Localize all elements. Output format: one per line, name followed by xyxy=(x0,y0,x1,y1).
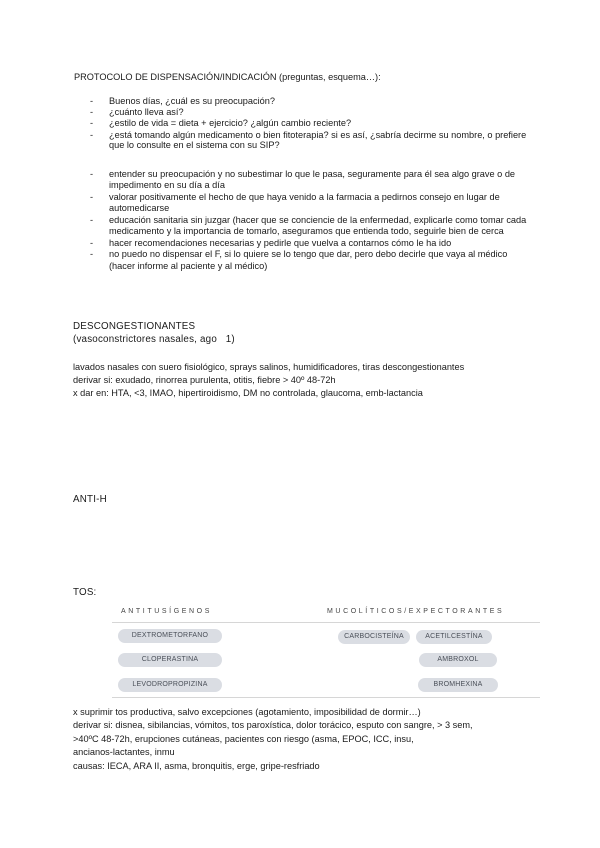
descongestionantes-line: x dar en: HTA, <3, IMAO, hipertiroidismo, DM no controlada, glaucoma, emb-lactancia xyxy=(73,388,423,398)
protocolo-guidelines-list xyxy=(90,215,526,226)
descongestionantes-line: lavados nasales con suero fisiológico, sprays salinos, humidificadores, tiras descongestionantes xyxy=(73,362,465,372)
protocolo-title: PROTOCOLO DE DISPENSACIÓN/INDICACIÓN (preguntas, esquema…): xyxy=(74,72,381,82)
tos-note: ancianos-lactantes, inmu xyxy=(73,747,175,757)
antih-title: ANTI-H xyxy=(73,494,107,505)
question-item: - ¿está tomando algún medicamento o bien fitoterapia? si es así, ¿sabría decirme su nombre, o prefiere xyxy=(90,130,526,141)
protocolo-guidelines-list xyxy=(90,192,500,203)
guideline-continuation: automedicarse xyxy=(109,203,170,213)
tos-title: TOS: xyxy=(73,587,97,598)
drug-pill-levodropropizina: LEVODROPROPIZINA xyxy=(118,678,222,692)
tos-divider xyxy=(112,622,540,623)
question-item: - ¿estilo de vida = dieta + ejercicio? ¿algún cambio reciente? xyxy=(90,118,526,129)
descongestionantes-subtitle: (vasoconstrictores nasales, ago 1) xyxy=(73,334,235,345)
antitusigenos-header: ANTITUSÍGENOS xyxy=(121,608,212,615)
descongestionantes-title: DESCONGESTIONANTES xyxy=(73,321,196,332)
drug-pill-cloperastina: CLOPERASTINA xyxy=(118,653,222,667)
tos-note: >40ºC 48-72h, erupciones cutáneas, pacientes con riesgo (asma, EPOC, ICC, insu, xyxy=(73,734,414,744)
tos-divider xyxy=(112,697,540,698)
drug-pill-acetilcestina: ACETILCESTÍNA xyxy=(416,630,492,644)
protocolo-guidelines-list xyxy=(90,169,515,180)
guideline-continuation: medicamento y la importancia de tomarlo, aseguramos que entienda todo, seguirle bien de cerca xyxy=(109,226,504,236)
tos-note: derivar si: disnea, sibilancias, vómitos, tos paroxística, dolor torácico, esputo con sangre, > 3 sem, xyxy=(73,720,473,730)
question-item: - Buenos días, ¿cuál es su preocupación? xyxy=(90,96,526,107)
guideline-item: - hacer recomendaciones necesarias y pedirle que vuelva a contarnos cómo le ha ido xyxy=(90,238,507,249)
drug-pill-bromhexina: BROMHEXINA xyxy=(418,678,498,692)
question-continuation: que lo consulte en el sistema con su SIP? xyxy=(109,140,280,150)
tos-note: x suprimir tos productiva, salvo excepciones (agotamiento, imposibilidad de dormir…) xyxy=(73,707,421,717)
drug-pill-dextrometorfano: DEXTROMETORFANO xyxy=(118,629,222,643)
descongestionantes-line: derivar si: exudado, rinorrea purulenta, otitis, fiebre > 40º 48-72h xyxy=(73,375,336,385)
guideline-continuation: impedimento en su día a día xyxy=(109,180,225,190)
guideline-continuation: (hacer informe al paciente y al médico) xyxy=(109,261,268,271)
tos-note: causas: IECA, ARA II, asma, bronquitis, erge, gripe-resfriado xyxy=(73,761,320,771)
protocolo-guidelines-list xyxy=(90,238,507,260)
guideline-item: - educación sanitaria sin juzgar (hacer que se conciencie de la enfermedad, explicarle como tomar cada xyxy=(90,215,526,226)
guideline-item: - no puedo no dispensar el F, si lo quiere se lo tengo que dar, pero debo decirle que vaya al médico xyxy=(90,249,507,260)
question-item: - ¿cuánto lleva así? xyxy=(90,107,526,118)
protocolo-questions-list xyxy=(90,96,526,141)
mucoliticos-header: MUCOLÍTICOS/EXPECTORANTES xyxy=(327,608,505,615)
guideline-item: - entender su preocupación y no subestimar lo que le pasa, seguramente para él sea algo grave o de xyxy=(90,169,515,180)
guideline-item: - valorar positivamente el hecho de que haya venido a la farmacia a pedirnos consejo en lugar de xyxy=(90,192,500,203)
drug-pill-carbocisteina: CARBOCISTEÍNA xyxy=(338,630,410,644)
drug-pill-ambroxol: AMBROXOL xyxy=(419,653,497,667)
